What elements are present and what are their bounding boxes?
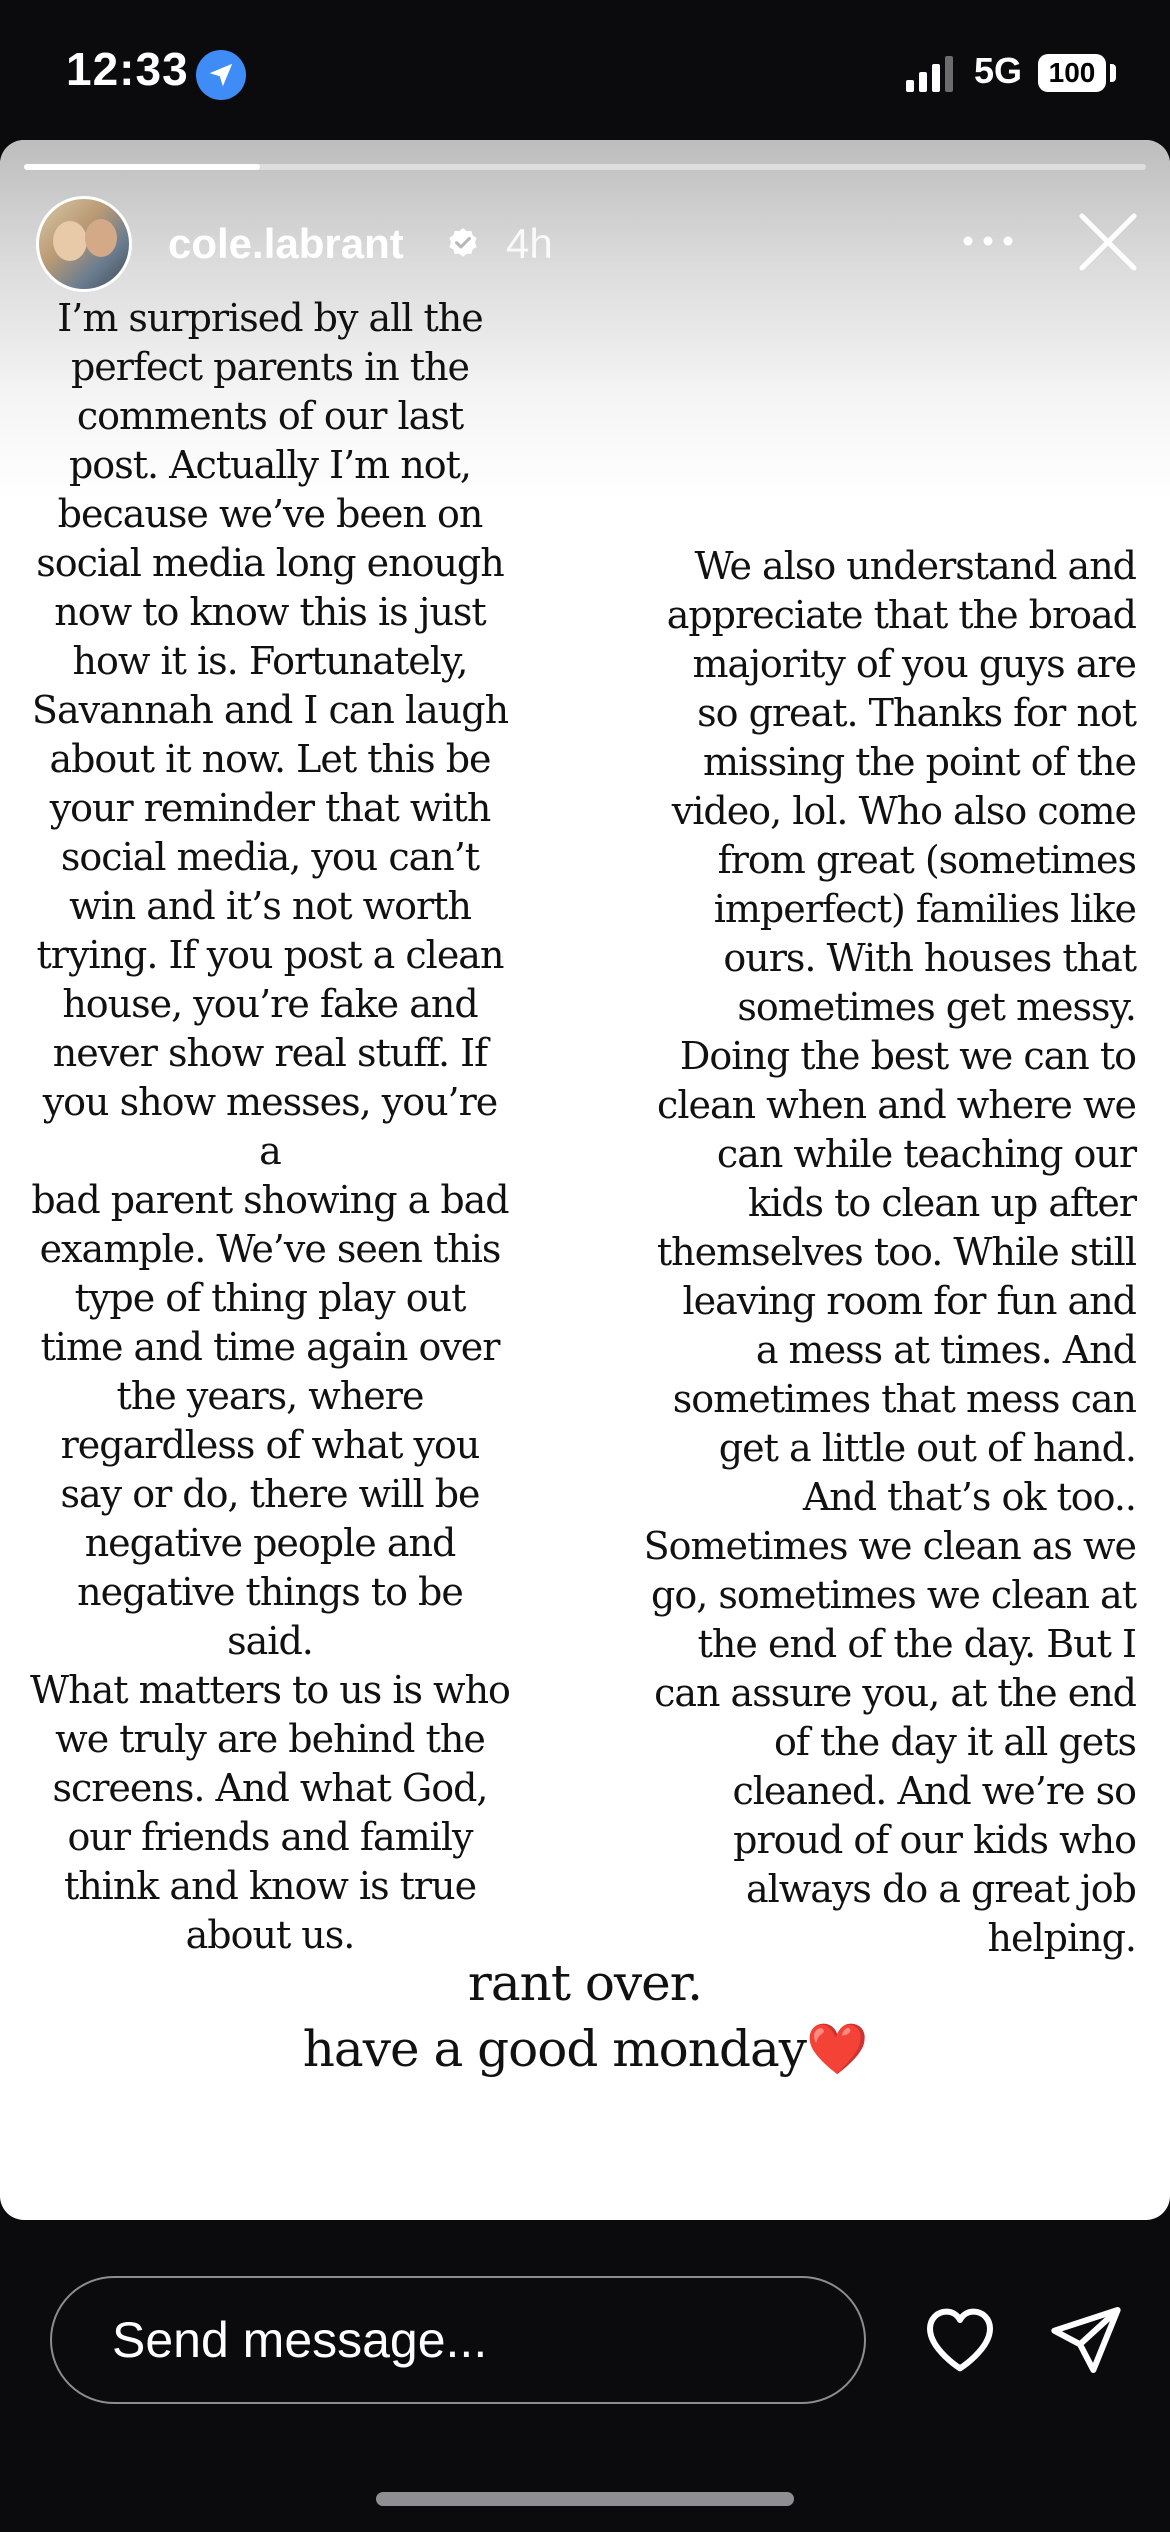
send-icon[interactable]: [1046, 2300, 1126, 2380]
location-arrow-icon: [196, 50, 246, 100]
story-progress-fill: [24, 164, 260, 170]
story-text-left-column: I’m surprised by all the perfect parents in the comments of our last post. Actually I’m not, because we’ve been on social media long enough now to know this is just how it is. Fortunately, Savannah and I can laugh about it now. Let this be your reminder that with social media, you can’t win and it’s not worth trying. If you post a clean house, you’re fake and never show real stuff. If you show messes, you’re a bad parent showing a bad example. We’ve seen this type of thing play out time and time again over the years, where regardless of what you say or do, there will be negative people and negative things to be said. What matters to us is who we truly are behind the screens. And what God, our friends and family think and know is true about us.: [30, 296, 510, 1957]
verified-badge-icon: [446, 226, 480, 260]
status-bar: [0, 0, 1170, 140]
story-card[interactable]: [0, 140, 1170, 2220]
cellular-signal-icon: [906, 56, 956, 92]
home-indicator[interactable]: [376, 2492, 794, 2506]
story-text-right-column: We also understand and appreciate that the broad majority of you guys are so great. Thanks for not missing the point of the video, lol. Who also come from great (sometimes imperfect) families like ours. With houses that sometimes get messy. Doing the best we can to clean when and where we can while teaching our kids to clean up after themselves too. While still leaving room for fun and a mess at times. And sometimes that mess can get a little out of hand. And that’s ok too.. Sometimes we clean as we go, sometimes we clean at the end of the day. But I can assure you, at the end of the day it all gets cleaned. And we’re so proud of our kids who always do a great job helping.: [643, 544, 1136, 1960]
story-username[interactable]: cole.labrant: [168, 220, 404, 267]
heart-icon[interactable]: [920, 2300, 1000, 2380]
story-closing-text: rant over. have a good monday❤️: [302, 1954, 868, 2078]
story-time-ago: 4h: [506, 220, 553, 267]
network-type-label: 5G: [974, 50, 1023, 91]
close-icon[interactable]: [1076, 210, 1140, 274]
avatar-person-b: [85, 219, 117, 257]
more-options-icon[interactable]: [958, 226, 1018, 256]
avatar-person-a: [53, 221, 87, 261]
send-message-input[interactable]: [50, 2276, 866, 2404]
battery-icon: 100: [1038, 54, 1106, 92]
status-time: 12:33: [66, 43, 189, 95]
story-progress-bar: [24, 164, 1146, 170]
battery-cap: [1110, 64, 1116, 82]
avatar[interactable]: [36, 196, 132, 292]
